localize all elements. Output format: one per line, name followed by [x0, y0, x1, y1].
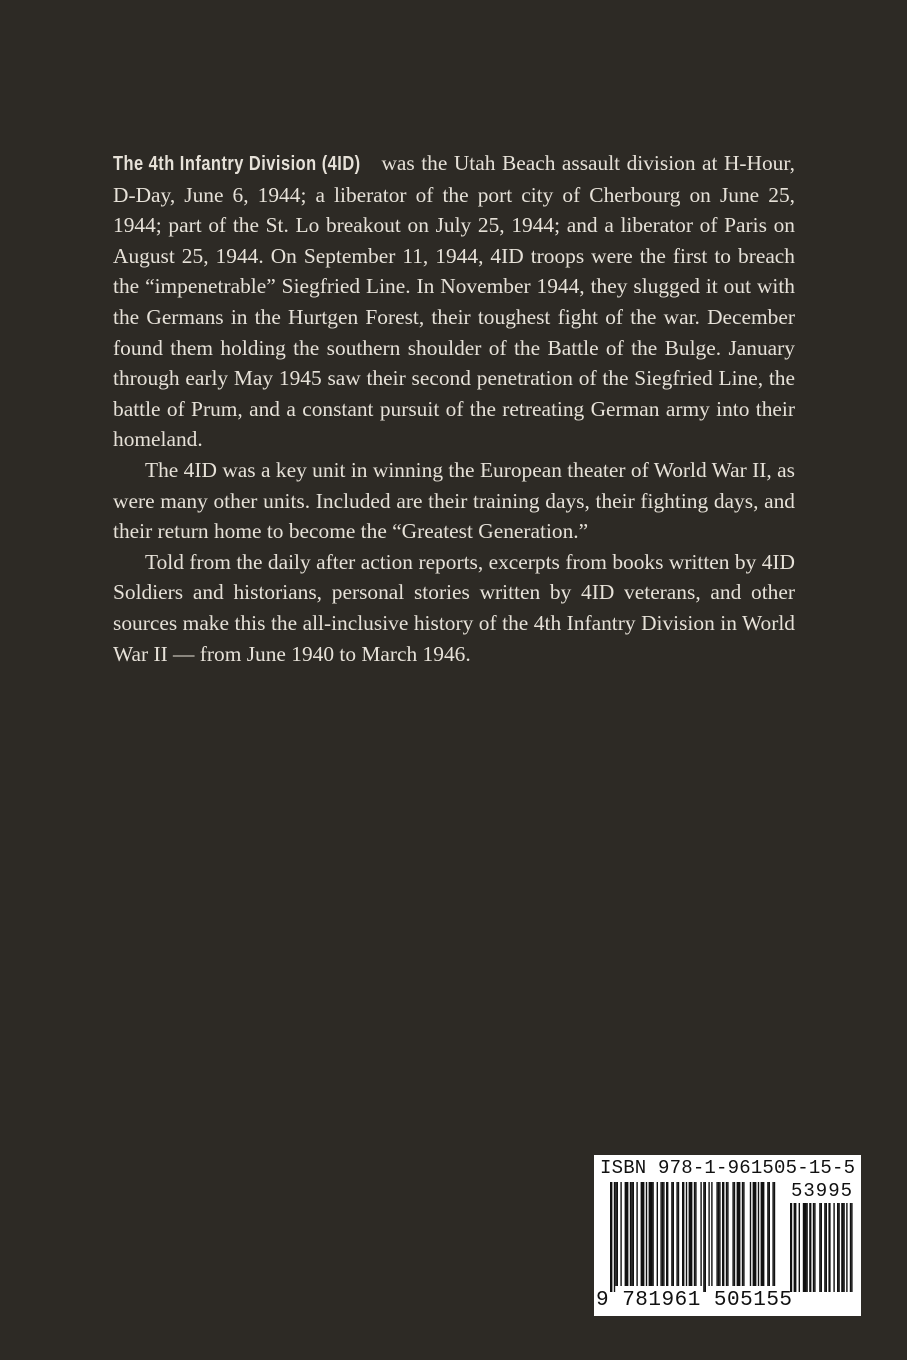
barcode-bar — [695, 1182, 696, 1286]
barcode-bar — [663, 1182, 664, 1286]
barcode-ean-digits: 9 781961 505155 — [596, 1289, 793, 1312]
barcode-bar — [682, 1182, 684, 1286]
blurb-lead-title: The 4th Infantry Division (4ID) — [113, 153, 361, 175]
barcode-bar — [774, 1182, 775, 1286]
blurb-paragraph-1 — [113, 148, 795, 455]
barcode-bar — [694, 1182, 695, 1286]
barcode-bar — [708, 1182, 709, 1286]
barcode-bar — [738, 1182, 740, 1286]
barcode-bar — [617, 1182, 618, 1286]
barcode-bar — [758, 1182, 759, 1286]
barcode-bar — [821, 1203, 822, 1292]
isbn-barcode — [594, 1155, 861, 1316]
barcode-bar — [615, 1182, 616, 1286]
barcode-bar — [703, 1182, 704, 1292]
barcode-bar — [795, 1203, 796, 1292]
barcode-bar — [769, 1182, 770, 1286]
barcode-bar — [649, 1182, 650, 1286]
barcode-bar — [671, 1182, 672, 1286]
barcode-bar — [837, 1203, 838, 1292]
barcode-bar — [803, 1203, 805, 1292]
isbn-label: ISBN 978-1-961505-15-5 — [600, 1157, 856, 1179]
barcode-bar — [843, 1203, 844, 1292]
barcode-bar — [676, 1182, 677, 1286]
barcode-bar — [753, 1182, 754, 1286]
barcode-bar — [824, 1203, 825, 1292]
barcode-bar — [805, 1203, 806, 1292]
back-cover-blurb — [113, 148, 795, 669]
barcode-bar — [716, 1182, 717, 1286]
barcode-bar — [711, 1182, 712, 1286]
blurb-paragraph-2: The 4ID was a key unit in winning the European theater of World War II, as were many other units. Included are their training days, their fighting days, and their return home to become the “Greatest Generation.” — [113, 457, 795, 544]
barcode-bar — [642, 1182, 644, 1286]
barcode-bar — [838, 1203, 839, 1292]
barcode-bar — [846, 1203, 847, 1292]
barcode-bar — [678, 1182, 679, 1286]
barcode-bar — [762, 1182, 764, 1286]
blurb-paragraph-1-text: was the Utah Beach assault division at H-Hour, D-Day, June 6, 1944; a liberator of the port city of Cherbourg on June 25, 1944; part of the St. Lo breakout on July 25, 1944; and a liberator of Paris on August 25, 1944. On September 11, 1944, 4ID troops were the first to breach the “impenetrable” Siegfried Line. In November 1944, they slugged it out with the Germans in the Hurtgen Forest, their toughest fight of the war. December found them holding the southern shoulder of the Battle of the Bulge. January through early May 1945 saw their second penetration of the Siegfried Line, the battle of Prum, and a constant pursuit of the retreating German army into their homeland. — [113, 151, 795, 452]
barcode-bar — [814, 1203, 815, 1292]
barcode-addon-code: 53995 — [791, 1180, 854, 1202]
barcode-bar — [742, 1182, 743, 1286]
barcode-bar — [761, 1182, 762, 1286]
barcode-bar — [809, 1203, 811, 1292]
barcode-bar — [650, 1182, 652, 1286]
barcode-bar — [718, 1182, 719, 1286]
barcode-bar — [657, 1182, 658, 1286]
barcode-bar — [737, 1182, 738, 1286]
barcode-bar — [833, 1203, 834, 1292]
barcode-bar — [806, 1203, 807, 1292]
barcode-bar — [614, 1182, 615, 1292]
barcode-bar — [690, 1182, 692, 1286]
barcode-bar — [673, 1182, 674, 1286]
barcode-bar — [646, 1182, 647, 1286]
barcode-bar — [660, 1182, 661, 1286]
barcode-bar — [626, 1182, 628, 1286]
barcode-bar — [841, 1203, 843, 1292]
barcode-bar — [734, 1182, 735, 1286]
barcode-bar — [750, 1182, 751, 1286]
barcode-bar — [631, 1182, 632, 1286]
barcode-bar — [851, 1203, 852, 1292]
barcode-bar — [630, 1182, 631, 1286]
blurb-paragraph-3: Told from the daily after action reports, excerpts from books written by 4ID Soldiers and historians, personal stories written by 4ID veterans, and other sources make this the all-inclusive history of the 4th Infantry Division in World War II — from June 1940 to March 1946. — [113, 549, 795, 666]
barcode-bar — [754, 1182, 756, 1286]
barcode-bar — [790, 1203, 792, 1292]
barcode-bar — [726, 1182, 727, 1286]
barcode-bar — [700, 1182, 701, 1286]
barcode-bar — [743, 1182, 744, 1286]
barcode-bar — [689, 1182, 690, 1286]
barcode-bar — [641, 1182, 642, 1286]
barcode-bar — [819, 1203, 820, 1292]
barcode-bar — [636, 1182, 637, 1286]
barcode-bar — [666, 1182, 668, 1286]
barcode-bar — [620, 1182, 621, 1286]
barcode-bar — [686, 1182, 687, 1286]
barcode-bar — [625, 1182, 626, 1286]
barcode-bar — [652, 1182, 653, 1286]
barcode-bar — [662, 1182, 663, 1286]
barcode-bar — [826, 1203, 827, 1292]
barcode-bar — [794, 1203, 795, 1292]
barcode-bar — [850, 1203, 851, 1292]
barcode-bar — [633, 1182, 634, 1286]
barcode-bar — [772, 1182, 773, 1286]
barcode-bar — [767, 1182, 768, 1286]
barcode-bar — [813, 1203, 814, 1292]
barcode-bar — [828, 1203, 830, 1292]
barcode-bar — [799, 1203, 800, 1292]
barcode-bar — [705, 1182, 706, 1292]
barcode-bar — [722, 1182, 724, 1286]
barcode-bar — [610, 1182, 612, 1292]
barcode-bar — [732, 1182, 733, 1286]
barcode-bar — [727, 1182, 728, 1286]
barcode-bar — [719, 1182, 720, 1286]
